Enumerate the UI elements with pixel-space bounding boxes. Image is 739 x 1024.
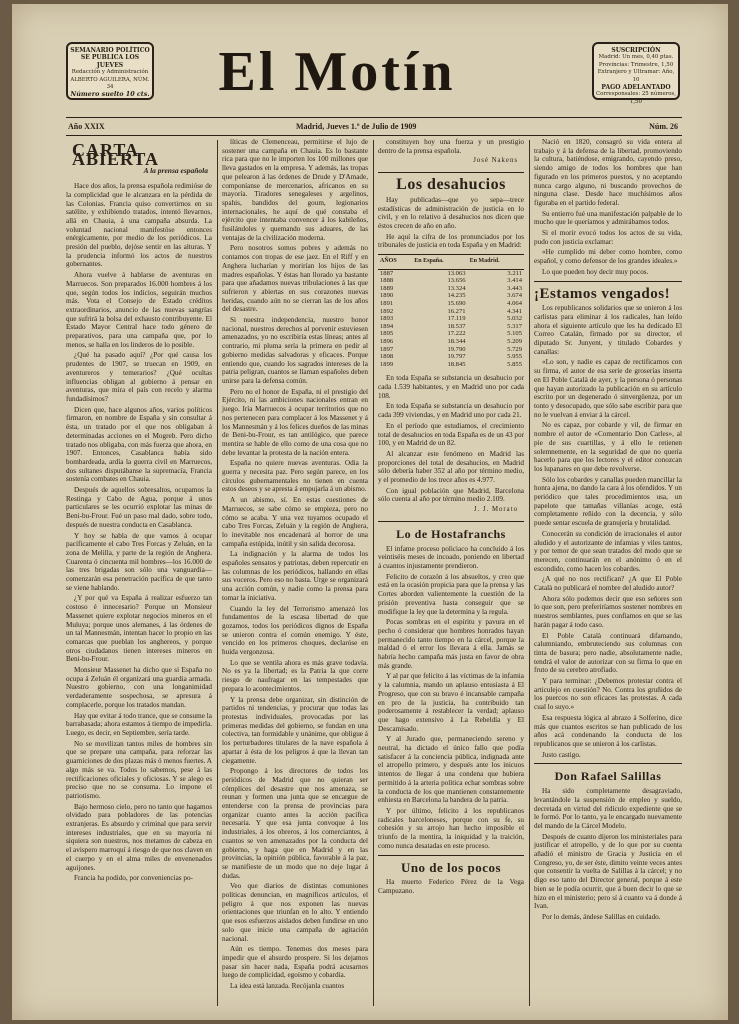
- table-cell: 3.674: [507, 292, 522, 300]
- carta-continuation: Lo que se ventila ahora es más grave todavía. No es ya la libertad; es la Patria la que corre riesgo de naufragar en las tempestades que prepara lo acontecimientos.: [222, 658, 368, 693]
- table-cell: 16.271: [447, 307, 466, 315]
- obituary-paragraph: Lo que pueden hoy decir muy pocos.: [542, 267, 649, 276]
- table-row: [378, 277, 524, 285]
- column-2: [222, 138, 368, 1006]
- table-cell: 5.955: [507, 353, 522, 361]
- table-cell: 5.317: [507, 322, 522, 330]
- carta-paragraph: Después de aquellos sobresaltos, ocupamos la Restinga y Cabo de Agua, porque á unos particulares se les ocurrió explotar las minas de Beni-bu-Frour. Fué un paso mal dado, sobre todo, después de nuestra conducta en Casablanca.: [66, 486, 212, 529]
- table-row: [378, 338, 524, 346]
- carta-continuation: Cuando la ley del Terrorismo amenazó los fundamentos de la escasa libertad de que gozamos, todos los periódicos dignos de España se unieron contra el común enemigo. Y éste, vencido en los primeros choques, declaróse en huida vergonzosa.: [222, 604, 368, 657]
- carta-continuation: Si nuestra independencia, nuestro honor nacional, nuestros derechos al porvenir estuviesen amenazados, yo no escribiría estas líneas; antes al contrario, mi pluma sería la primera en pedir al gobierno medidas salvadoras y eficaces. Porque entiendo que, cuando los sagrados intereses de la patria peligran, cuantos se llaman españoles deben unirse para la defensa común.: [222, 316, 368, 385]
- table-row: [378, 315, 524, 323]
- table-cell: 1891: [380, 300, 394, 307]
- salillas-paragraph: Por lo demás, ándese Salillas en cuidado.: [542, 912, 661, 921]
- section-rule: [534, 281, 682, 282]
- left-box-line: Redacción y Administración: [71, 69, 149, 76]
- desahucios-title: Los desahucios: [396, 176, 506, 194]
- table-cell: 17.222: [447, 330, 466, 338]
- section-rule: [378, 855, 524, 856]
- carta-paragraph: Y hoy se habla de que vamos á ocupar pacíficamente el cabo Tres Forcas y Zeluán, en la zona de Melilla, y parte de la región de Anghera. Cuarenta ó cincuenta mil hombres—los 16.000 de las tres brigadas son sólo una vanguardia—comenzarán esa penetración pacífica de que tanto se viene hablando.: [66, 531, 212, 592]
- table-cell: 13.656: [447, 277, 466, 285]
- intro-signature: José Nakens: [473, 157, 518, 165]
- table-row: [378, 292, 524, 300]
- header-rule-bottom: [66, 135, 682, 136]
- right-box-line: Corresponsales: 25 números, 1,50: [596, 91, 676, 105]
- table-cell: 1898: [380, 353, 394, 361]
- table-cell: 5.032: [507, 315, 522, 323]
- right-box-line: Extranjero y Ultramar: Año, 10: [597, 69, 675, 83]
- table-header: En España.: [412, 255, 467, 270]
- vengados-paragraph: Y para terminar: ¿Debemos protestar contra el articulejo en cuestión? No. Contra los gruñidos de los puercos no son eficaces las protestas. A cada cual lo suyo.»: [534, 677, 682, 712]
- hostafranchs-paragraph: El infame proceso policiaco ha concluido á los veintiséis meses de incoado, poniendo en libertad á cuantos injustamente prendieron.: [378, 544, 524, 570]
- obituary-paragraph: «He cumplido mi deber como hombre, como español, y como defensor de los grandes ideales.»: [534, 248, 682, 266]
- right-box-line: PAGO ADELANTADO: [601, 84, 671, 92]
- left-box-line: SE PUBLICA LOS JUEVES: [80, 54, 140, 69]
- table-cell: 5.855: [507, 360, 522, 368]
- table-cell: 1894: [380, 322, 394, 330]
- desahucios-paragraph: He aquí la cifra de los pronunciados por los tribunales de justicia en toda España y en Madrid:: [378, 232, 524, 250]
- table-cell: 13.063: [447, 269, 466, 277]
- desahucios-paragraph: Con igual población que Madrid, Barcelona sólo cuenta al año por término medio 2.109.: [378, 486, 524, 504]
- vengados-title: ¡Estamos vengados!: [534, 285, 671, 302]
- vengados-paragraph: El Poble Català continuará difamando, calumniando, embruteciendo sus columnas con tinta de basura; pero nadie, absolutamente nadie, tendrá el valor de autorizar con su firma lo que en fruto de su cerebro atrofiado.: [534, 631, 682, 675]
- obituary-paragraph: Si el morir evocó todos los actos de su vida, pudo con justicia exclamar:: [534, 229, 682, 246]
- section-rule: [534, 763, 682, 764]
- table-cell: 3.443: [507, 284, 522, 292]
- desahucios-signature: J. J. Morato: [473, 506, 518, 514]
- table-cell: 19.790: [447, 345, 466, 353]
- table-cell: 18.537: [447, 322, 466, 330]
- table-cell: 15.690: [447, 300, 466, 307]
- table-cell: 3.211: [507, 269, 522, 277]
- hostafranchs-paragraph: Pocas sombras en el espíritu y pavura en el pecho ó considerar que hombres honrados hayan permanecido tanto tiempo en la cárcel, porque la maldad ó el error los llevara á ella. Jamás se habría hecho campaña más justa en favor de obra más grande.: [378, 618, 524, 670]
- table-cell: 4.064: [507, 300, 522, 307]
- table-cell: 18.845: [447, 360, 466, 368]
- intro-text: constituyen hoy una fuerza y un prestigio dentro de la prensa española.: [378, 138, 524, 155]
- desahucios-paragraph: Al alcanzar este fenómeno en Madrid las proporciones del total de desahucios, en Madrid sólo debería haber 352 al año por término medio, y el promedio de los trece años es 4.977.: [378, 449, 524, 485]
- table-cell: 14.235: [447, 292, 466, 300]
- table-cell: 3.414: [507, 277, 522, 285]
- carta-paragraph: Monsieur Massenet ha dicho que si España no ocupa á Zeluán él organizará una guardia armada. Nuestro gobierno, con una longanimidad verdaderamente sospechosa, se apresura á complacerle, porque los tratados mandan.: [66, 666, 212, 709]
- left-box-line: Número suelto 10 cts.: [70, 90, 150, 99]
- desahucios-paragraph: En toda España se substancia un desahucio por cada 1.539 habitantes, y en Madrid uno por cada 108.: [378, 374, 524, 400]
- vengados-paragraph: «Lo son, y nadie es capaz de rectificarnos con su firma, el autor de esa serie de groserías inserta en El Poble Català de ayer, y la persona ó personas que hayan autorizado la publicación en su artículo escrito por un degenerado ó sinvergüenza, por un tonto y desocupado, que sólo sabe escribir para que no le vuelvan á enviar á la cárcel.: [534, 358, 682, 419]
- vengados-paragraph: Ahora sólo podemos decir que eso señores son lo que son, pero preferiríamos sostener nombres en nuestros semblantes, pues confiamos en que se las harán pagar á todo caso.: [534, 594, 682, 629]
- obituary-paragraph: Su entierro fué una manifestación palpable de lo mucho que le queríamos y admirábamos todos.: [534, 209, 682, 227]
- left-box-line: ALBERTO AGUILERA, NÚM. 34: [70, 76, 150, 91]
- salillas-paragraph: Ha sido completamente desagraviado, levantándole la suspensión de empleo y sueldo, decretada en virtud del ridículo expediente que se le formó. Por lo tanto, ya le encargado nuevamente del mando de la Cárcel Modelo.: [534, 787, 682, 830]
- table-cell: 5.105: [507, 330, 522, 338]
- table-row: [378, 323, 524, 331]
- hostafranchs-paragraph: Y al Jurado que, permaneciendo sereno y neutral, ha dictado el único fallo que podía satisfacer á la conciencia pública, indignada ante el atropello primero, y después ante los inicuos intentos de llegar á una condena que hubiera permitido á la arteria política echar sombras sobre la conducta de los que mantienen constantemente enhiesta en Barcelona la bandera de la patria.: [378, 735, 524, 805]
- vengados-paragraph: ¿A qué no nos rectifican? ¿A que El Poble Català no publicará el nombre del aludido autor?: [534, 575, 682, 593]
- desahucios-table-body: [378, 269, 524, 368]
- table-row: [378, 353, 524, 361]
- carta-paragraph: Dicen que, hace algunos años, varios políticos firmaron, en nombre de España y sin consultar á ésta, un tratado por el que nos obligaban á determinadas acciones en el Mogreb. Pero dicho tratado nos obligaba, con más fuerza que ahora, en 1907. Entonces, Casablanca había sido bombardeada, ardía la guerra civil en Marruecos, dos sultanes disputábanse la supremacía, Francia sostenía combates en Chauia.: [66, 405, 212, 484]
- table-row: [378, 346, 524, 354]
- carta-continuation: líticas de Clemenceau, permitirse el lujo de sostener una campaña en Chauia. Es lo bastante rica para que no le importen los 100 millones que lleva gastados en la empresa. Y además, las tropas que pelearon á las órdenes de Drude y D'Amade, componíanse de mercenarios, africanos en su mayoría. Tiradores senegaleses y argelinos, spahis, bandidos del goum, legionarios internacionales, he aquí de qué constaba el ejército que intentaba convencer á los kabileños, fusilándoles y quemando sus aduares, de las ventajas de la civilización moderna.: [222, 138, 368, 242]
- column-divider: [529, 140, 530, 1006]
- table-cell: 4.341: [507, 307, 522, 315]
- table-row: [378, 308, 524, 316]
- carta-paragraph: Hace dos años, la prensa española redimióse de la complicidad que le alcanzara en la pérdida de las Colonias. Francia quiso convertirnos en su satélite, y exhibiendo tratados, intentó llevarnos, allá en Chauia, á una campaña absurda. La voluntad nacional manifestóse entonces enérgicamente, por medio de los periódicos. La presión del pueblo, dejóse sentir en las alturas. Y la prudencia informó los actos de nuestros gobernantes.: [66, 182, 212, 269]
- carta-continuation: Propongo á los directores de todos los periódicos de Madrid que no quieran ser cómplices del desastre que nos amenaza, se reunan y formen una junta que se encargue de entenderse con la prensa de provincias para organizar cuanto antes la acción pacífica necesaria. Y que esa junta convoque á los industriales, á los obreros, á los comerciantes, á cuantos se ven amenazados por la conducta del gobierno, y haga que en Madrid y en las provincias, la opinión pública, favorable á la paz, se manifieste de un modo que no deje lugar á dudas.: [222, 767, 368, 880]
- table-cell: 5.729: [507, 345, 522, 353]
- vengados-paragraph: Esa respuesta lógica al abrazo á Solferino, dice más que cuantos escritos se han publicado de los años acá condenando la conducta de los republicanos que se unieron á los carlistas.: [534, 713, 682, 748]
- table-cell: 18.344: [447, 337, 466, 345]
- carta-continuation: Pero nosotros somos pobres y además no contamos con tropas de ese jaez. En el Riff y en Anghera lucharían y morirían los hijos de las madres españolas. Y éstas han llorado ya bastante para que añadamos nuevas tribulaciones á las que sufrieron y abiertas en sus corazones nuevas heridas, cuando aún no se cierran las de los años del desastre.: [222, 244, 368, 314]
- obituary-paragraph: Nació en 1820, consagró su vida entera al trabajo y á la defensa de la libertad, promoviendo la cultura, batiéndose, emigrando, cayendo preso, siendo amigo de todos los hombres que han figurado en los primeros puestos, y no aceptando nunca cargo alguno, ni buscando provechos de ninguna clase. Desde hace muchísimos años figuraba en el partido federal.: [534, 138, 682, 207]
- carta-continuation: Pero no el honor de España, ni el prestigio del Ejército, ni las ambiciones nacionales entran en juego. Iría Marruecos á ocupar territorios que no nos pertenecen para complacer á los Massenet y á los Mannesmán y á los felices dueños de las minas de Beni-bu-Frour, es tan antilógico, que parece mentira se hable de ello como de una cosa que no debe levantar la protesta de la nación entera.: [222, 387, 368, 457]
- date-bar: [66, 120, 682, 134]
- column-divider: [373, 140, 374, 1006]
- column-4: [534, 138, 682, 1006]
- right-box-line: SUSCRIPCIÓN: [611, 47, 661, 54]
- table-cell: 1899: [380, 360, 394, 368]
- carta-paragraph: Ahora vuelve á hablarse de aventuras en Marruecos. Son preparados 16.000 hombres á los que, según todos los indicios, seguirán muchos más. Vota el Consejo de Estado créditos extraordinarios, anuncio de las nuevas sangrías que sufrirá la bolsa del exhausto contribuyente. El Estado Mayor Central hace todo género de preparativos, para una campaña que, por lo menos, se halla en los linderos de lo posible.: [66, 271, 212, 349]
- table-cell: 17.119: [447, 315, 466, 323]
- carta-byline: A la prensa española: [143, 166, 208, 176]
- carta-paragraph: Hay que evitar á todo trance, que se consume la barrabasada; ahora estamos á tiempo de impedirla. Luego, es decir, en Septiembre, sería tarde.: [66, 711, 212, 737]
- hostafranchs-paragraph: Y por último, felicito á los republicanos radicales barceloneses, porque con su fe, su cohesión y su arrojo han hecho imposible el triunfo de la mentira, la iniquidad y la traición, como nunca desatadas en este proceso.: [378, 806, 524, 850]
- vengados-paragraph: Los republicanos solidarios que se unieron á los carlistas para eliminar á los radicales, han leído ahora el siguiente artículo que les ha dedicado El Correo Catalán, firmado por su director, el diputado Sr. Junyent, y titulado Cobardes y canallas:: [534, 304, 682, 356]
- carta-continuation: Y la prensa debe organizar, sin distinción de partidos ni tendencias, y procurar que todas las protestas individuales, provocadas por las primeras medidas del gobierno, se fundan en una colectiva, tan formidable y unánime, que obligue á los perturbadores titulares de la nave española á apartar á ésta de los peligros á que la llevan tan ciegamente.: [222, 695, 368, 765]
- carta-paragraph: Bajo hermoso cielo, pero no tanto que hagamos olvidado para pobladores de las potencias extranjeras. Es absurdo y criminal que para servir intereses industriales, que en su mayoría ni siquiera son nuestros, nos metamos de cabeza en el avispero marroquí á riesgo de que nos claven en el cuerpo y en el alma miles de envenenados aguijones.: [66, 802, 212, 872]
- pocos-paragraph: Ha muerto Federico Pérez de la Vega Campuzano.: [378, 878, 524, 895]
- table-cell: 1893: [380, 315, 394, 323]
- table-cell: 1895: [380, 330, 394, 338]
- table-row: [378, 285, 524, 293]
- table-cell: 1892: [380, 307, 394, 315]
- vengados-paragraph: Justo castigo.: [542, 750, 581, 759]
- desahucios-table: [378, 254, 524, 368]
- newspaper-page: [12, 4, 728, 1020]
- carta-paragraph: Francia ha podido, por conveniencias po-: [74, 874, 193, 883]
- table-row: [378, 361, 524, 369]
- table-cell: 19.797: [447, 353, 466, 361]
- carta-continuation: A un abismo, sí. En estas cuestiones de Marruecos, se sabe cómo se empieza, pero no cómo se acaba. Y una vez tuyamos ocupado el cabo Tres Forcas, Zeluán y la región de Anghera, lo inevitable nos encadenará al horror de una campaña estúpida, inútil y sin salida decorosa.: [222, 496, 368, 548]
- desahucios-paragraph: En toda España se substancia un desahucio por cada 399 viviendas, y en Madrid uno por cada 21.: [378, 402, 524, 420]
- table-cell: 1896: [380, 337, 394, 345]
- year-label: Año XXIX: [68, 122, 105, 131]
- table-row: [378, 300, 524, 308]
- column-1: [66, 138, 212, 1006]
- column-3: [378, 138, 524, 1006]
- table-cell: 1897: [380, 345, 394, 353]
- table-cell: 1889: [380, 284, 394, 292]
- carta-continuation: Aún es tiempo. Tenemos dos meses para impedir que el absurdo prospere. Si los dejamos pasar sin hacer nada, España podrá acusarnos luego de complicidad, egoísmo y cobardía.: [222, 945, 368, 980]
- section-rule: [378, 172, 524, 173]
- table-cell: 1887: [380, 269, 394, 277]
- carta-paragraph: ¿Y por qué va España á realizar esfuerzo tan costoso é innecesario? Porque un Monsieur Massenet quiere explotar negocios mineros en el Muluya; porque unos alemanes, á las órdenes de un tal Mannesmán, intentan hacer lo propio en las comarcas que pueblan los anghereos, y porque otros ciudadanos tienen intereses mineros en Beni-bu-Frour.: [66, 594, 212, 664]
- carta-paragraph: ¿Qué ha pasado aquí? ¿Por qué causa los prudentes de 1907, se truecan en 1909, en aventureros y temerarios? ¿Qué ocultas influencias obligan al gobierno á pensar en aventuras, que mira el país con recelo y alarma fundadísimos?: [66, 351, 212, 403]
- carta-continuation: La idea está lanzada. Recójanla cuantos: [230, 982, 345, 991]
- vengados-paragraph: Conocerán su condición de irracionales el autor aludido y el autorizante de infamias y viles tantos, y por temor de que sean tratados del modo que se merecen, continuarán en el anónimo ó en el escondido, como hacen los cobardes.: [534, 529, 682, 573]
- carta-paragraph: No se movilizan tantos miles de hombres sin que se prepare una campaña, para reforzar las guarniciones de dos plazas más ó menos fuertes. A algo más se va. Todos lo sabemos, pese á las rectificaciones oficiales y oficiosas. Y se alego es preciso que no se consuma. Lo impone el patriotismo.: [66, 739, 212, 800]
- table-row: [378, 330, 524, 338]
- table-header: En Madrid.: [468, 255, 524, 270]
- right-box-line: Provincias: Trimestre, 1,50: [598, 61, 674, 68]
- table-row: [378, 269, 524, 277]
- salillas-title: Don Rafael Salillas: [554, 769, 662, 784]
- vengados-paragraph: No es capaz, por cobarde y vil, de firmar en nombre el autor de «Comentario Don Carles», al pie de sus cuartillas, y á ello le retienen solemnemente, en la seguridad de que no quería hacerlo para que los lectores y el editor conozcan los lupanares en que debe revolverse.: [534, 421, 682, 473]
- desahucios-paragraph: Hay publicadas—que yo sepa—trece estadísticas de administración de justicia en lo civil, y en lo relativo á desahucios nos dicen que éstos crecen de año en año.: [378, 195, 524, 230]
- carta-continuation: España no quiere nuevas aventuras. Odia la guerra y necesita paz. Pero según parece, en los círculos gubernamentales no tienen en cuenta estos deseos y se apresta á empujarla á un abismo.: [222, 459, 368, 494]
- date-label: Madrid, Jueves 1.º de Julio de 1909: [296, 122, 417, 131]
- carta-title: CARTA ABIERTA: [72, 140, 160, 169]
- pocos-title: Uno de los pocos: [400, 859, 502, 875]
- desahucios-paragraph: En el período que estudiamos, el crecimiento total de desahucios en toda España es de un 43 por 100, y en Madrid de un 82.: [378, 421, 524, 448]
- hostafranchs-paragraph: Y al par que felicito á las víctimas de la infamia y la calumnia, mando un aplauso entusiasta á El Progreso, que con su bravo é incansable campaña en pro de la justicia, ha contribuido tan poderosamente á restablecer la verdad; aplauso que hago extensivo á La Rebeldía y El Descamisado.: [378, 672, 524, 733]
- issue-number: Núm. 26: [649, 122, 678, 131]
- right-info-box: [592, 42, 680, 105]
- right-box-line: Madrid: Un mes, 0,40 ptas.: [598, 54, 674, 61]
- header-rule-top: [66, 117, 682, 118]
- column-divider: [217, 140, 218, 1006]
- carta-continuation: La indignación y la alarma de todos los españoles sensatos y patriotas, deben repercutir en las columnas de los periódicos, hallando en ellas sus voceros. Pero eso no basta. Urge se organizará una acción común, y nadie como la prensa para tomar la iniciativa.: [222, 550, 368, 602]
- left-box-line: SEMANARIO POLÍTICO: [70, 47, 150, 54]
- table-cell: 1888: [380, 277, 394, 285]
- table-header: AÑOS: [378, 255, 412, 270]
- table-cell: 1890: [380, 292, 394, 300]
- carta-continuation: Veo que diarios de distintas comuniones políticas denuncian, en magníficos artículos, el peligro á que nos exponen las nuevas orientaciones que triunfan en lo alto. Y entiendo que esos esfuerzos aislados deben fundirse en uno solo que inicie una campaña de agitación nacional.: [222, 882, 368, 943]
- salillas-paragraph: Después de cuanto dijeron los ministeriales para justificar el atropello, y de lo que por su cuenta añadió el ministro de Gracia y Justicia en el Congreso, yo, de ser éste, dimito veinte veces antes que consentir la vuelta de Salillas á la cárcel; y no digo eso tanto del Director general, porque á este bien se le podía ocurrir, que á buen decir lo que se hizo en el ministerio; pero sí á cuanto va á donde á Ivan.: [534, 832, 682, 911]
- vengados-paragraph: Sólo los cobardes y canallas pueden mancillar la honra ajena, no dando la cara á los ofendidos. Y un periódico que tales procedimientos usa, un papelote que tamañas villanías acoge, está completamente reñido con la decencia, y sólo puede sentar escuela de granujería y brutalidad.: [534, 475, 682, 528]
- section-rule: [378, 521, 524, 522]
- table-cell: 5.209: [507, 337, 522, 345]
- hostafranchs-paragraph: Felicito de corazón á los absueltos, y creo que está en la ocasión propicia para que la prensa y las Cortes aborden valientemente la cuestión de la prisión preventiva hasta conseguir que se modifique la ley que la determina y la regula.: [378, 572, 524, 616]
- masthead-title: El Motín: [218, 41, 456, 103]
- table-cell: 13.324: [447, 284, 466, 292]
- hostafranchs-title: Lo de Hostafranchs: [396, 526, 506, 541]
